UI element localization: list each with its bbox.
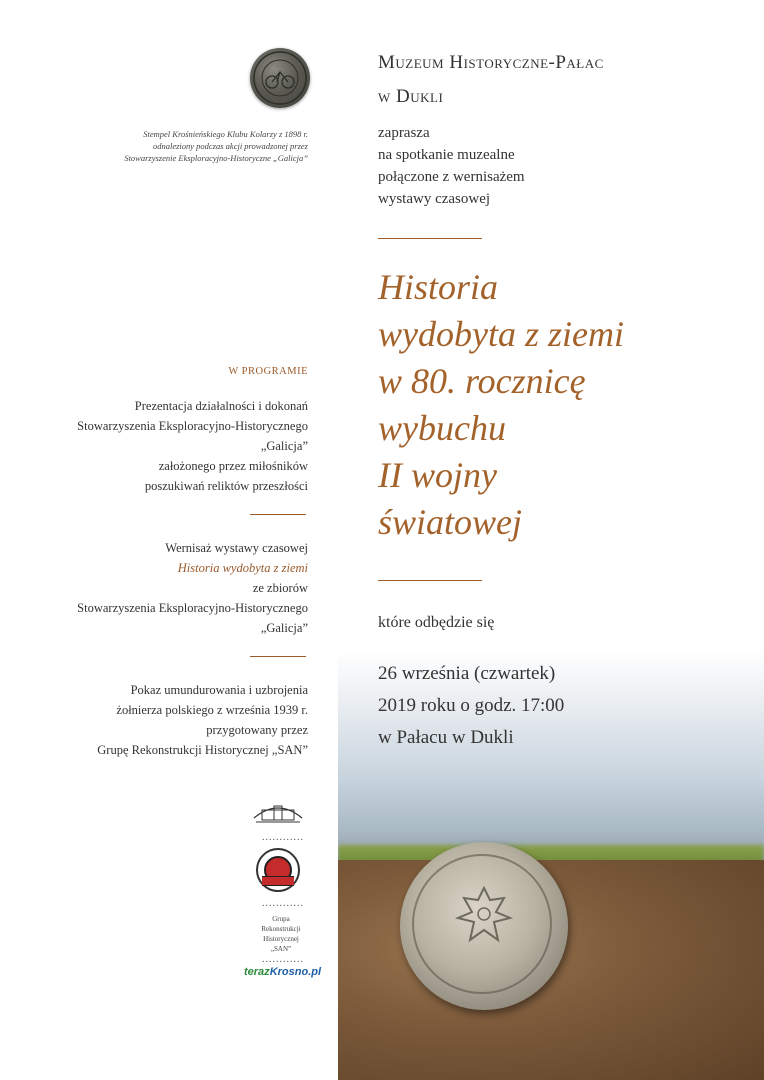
dots-separator: ............: [262, 832, 304, 843]
program-line: założonego przez miłośników: [158, 459, 308, 473]
san-line: Historycznej: [263, 935, 299, 943]
right-column: [338, 0, 764, 1080]
intro-line: połączone z wernisażem: [378, 169, 525, 185]
divider: [250, 656, 306, 657]
dots-separator: ............: [262, 898, 304, 909]
event-details: [378, 658, 564, 754]
program-line: przygotowany przez: [206, 723, 308, 737]
program-line: Wernisaż wystawy czasowej: [165, 541, 308, 555]
museum-title-line: Muzeum Historyczne-Pałac: [378, 52, 604, 73]
program-line: żołnierza polskiego z września 1939 r.: [116, 703, 308, 717]
exhibition-title-line: wybuchu: [378, 408, 506, 448]
program-line: Grupę Rekonstrukcji Historycznej „SAN”: [97, 743, 308, 757]
program-line: Prezentacja działalności i dokonań: [134, 399, 308, 413]
intro-line: zaprasza: [378, 125, 430, 141]
galicja-logo-icon: [256, 848, 300, 892]
stamp-caption-line: Stowarzyszenie Eksploracyjno-Historyczne „Galicja”: [124, 153, 308, 163]
intro-line: wystawy czasowej: [378, 191, 491, 207]
teraz-krosno-logo[interactable]: [244, 966, 321, 978]
stamp-caption-line: odnaleziony podczas akcji prowadzonej przez: [152, 141, 308, 151]
program-item-presentation: [8, 396, 308, 496]
exhibition-title: [378, 264, 624, 546]
program-line: Stowarzyszenia Eksploracyjno-Historycznego: [77, 601, 308, 615]
exhibition-title-line: w 80. rocznicę: [378, 361, 586, 401]
exhibition-title-line: wydobyta z ziemi: [378, 314, 624, 354]
event-time: 2019 roku o godz. 17:00: [378, 695, 565, 716]
stamp-caption-line: Stempel Krośnieńskiego Klubu Kolarzy z 1898 r.: [143, 129, 308, 139]
event-lead-in: które odbędzie się: [378, 614, 495, 631]
eagle-icon: [444, 878, 524, 968]
exhibit-title: Historia wydobyta z ziemi: [177, 561, 308, 575]
dots-separator: ............: [262, 954, 304, 965]
san-line: Rekonstrukcji: [261, 925, 301, 933]
stamp-icon: [250, 48, 310, 108]
museum-title-line: w Dukli: [378, 86, 444, 107]
program-line: Pokaz umundurowania i uzbrojenia: [130, 683, 308, 697]
program-heading: W PROGRAMIE: [228, 366, 308, 377]
san-group-logo-text: [236, 914, 326, 954]
program-line: „Galicja”: [260, 621, 308, 635]
left-column: [0, 0, 338, 1080]
teraz-krosno-part1: teraz: [244, 966, 270, 978]
teraz-krosno-part2: Krosno.pl: [269, 966, 322, 978]
museum-title: [378, 46, 604, 114]
program-line: ze zbiorów: [252, 581, 308, 595]
galicja-logo-band-icon: [262, 876, 294, 886]
program-line: poszukiwań reliktów przeszłości: [144, 479, 308, 493]
event-date: 26 września (czwartek): [378, 663, 556, 684]
program-line: „Galicja”: [260, 439, 308, 453]
exhibition-title-line: II wojny: [378, 455, 497, 495]
san-line: „SAN”: [270, 945, 292, 953]
exhibition-title-line: światowej: [378, 502, 523, 542]
divider: [378, 238, 482, 239]
san-line: Grupa: [272, 915, 290, 923]
program-item-vernissage: [8, 538, 308, 638]
museum-palace-logo-icon: [248, 796, 308, 826]
intro-line: na spotkanie muzealne: [378, 147, 515, 163]
coin-icon: [400, 842, 568, 1010]
event-place: w Pałacu w Dukli: [378, 727, 514, 748]
divider: [250, 514, 306, 515]
program-item-uniform-show: [8, 680, 308, 760]
divider: [378, 580, 482, 581]
program-line: Stowarzyszenia Eksploracyjno-Historycznego: [77, 419, 308, 433]
invitation-intro: [378, 122, 525, 210]
stamp-caption: [48, 128, 308, 164]
exhibition-title-line: Historia: [378, 267, 499, 307]
